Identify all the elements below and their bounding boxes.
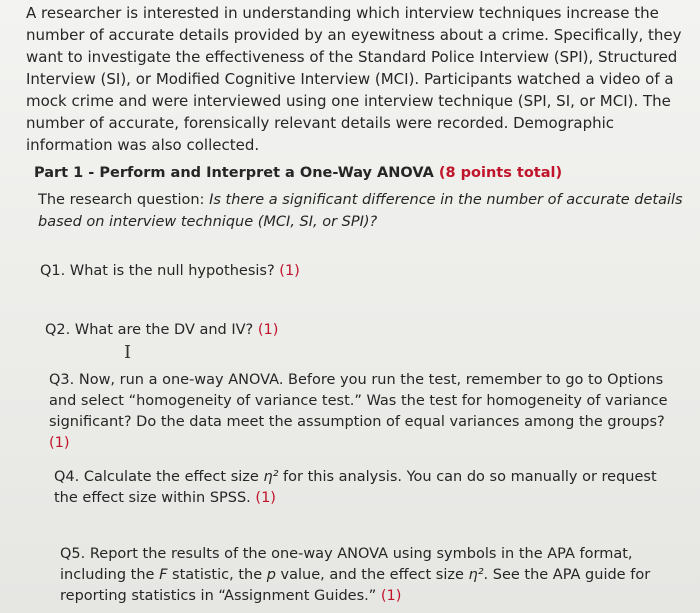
question-5-points: (1): [380, 588, 402, 604]
question-2: [45, 320, 278, 341]
question-5-text-4: . See the APA guide for reporting statistics in “Assignment Guides.”: [60, 567, 651, 604]
question-4-points: (1): [255, 490, 276, 506]
intro-paragraph: A researcher is interested in understanding which interview techniques increase the number of accurate details provided by an eyewitness about a crime. Specifically, they want to investigate the effectiveness of the Standard Police Interview (SPI), Structured Interview (SI), or Modified Cognitive Interview (MCI). Participants watched a video of a mock crime and were interviewed using one interview technique (SPI, SI, or MCI). The number of accurate, forensically relevant details were recorded. Demographic information was also collected.: [26, 4, 682, 154]
eta-squared-symbol: η²: [468, 567, 484, 583]
question-1-text: Q1. What is the null hypothesis?: [40, 263, 280, 279]
part-1-points: (8 points total): [438, 165, 563, 181]
part-1-heading: [34, 165, 562, 181]
research-question-lead: The research question:: [38, 192, 210, 208]
question-5-text-3: value, and the effect size: [275, 567, 469, 583]
question-3-text: Q3. Now, run a one-way ANOVA. Before you run the test, remember to go to Options and select “homogeneity of variance test.” Was the test for homogeneity of variance significant? Do the data meet the assumption of equal variances among the groups?: [49, 372, 668, 430]
research-question-text: Is there a significant difference in the number of accurate details based on interview technique (MCI, SI, or SPI)?: [38, 192, 683, 230]
part-1-title: Part 1 - Perform and Interpret a One-Way ANOVA: [34, 165, 434, 181]
question-2-text: Q2. What are the DV and IV?: [45, 322, 258, 338]
question-3: [49, 370, 689, 454]
question-5-text-2: statistic, the: [167, 567, 267, 583]
question-5-text-1: Q5. Report the results of the one-way ANOVA using symbols in the APA format, including the: [60, 546, 633, 583]
question-5: [60, 544, 685, 607]
question-3-points: (1): [49, 435, 70, 451]
f-statistic-symbol: F: [159, 567, 168, 583]
question-4-text-after: for this analysis. You can do so manually or request the effect size within SPSS.: [54, 469, 657, 506]
eta-squared-symbol: η²: [263, 469, 279, 485]
text-cursor-icon: I: [124, 342, 132, 363]
question-1-points: (1): [279, 263, 300, 279]
question-4: [54, 467, 684, 509]
p-value-symbol: p: [266, 567, 276, 583]
question-1: [40, 261, 300, 282]
research-question: [38, 189, 688, 233]
question-2-points: (1): [257, 322, 279, 338]
question-4-text-before: Q4. Calculate the effect size: [54, 469, 264, 485]
